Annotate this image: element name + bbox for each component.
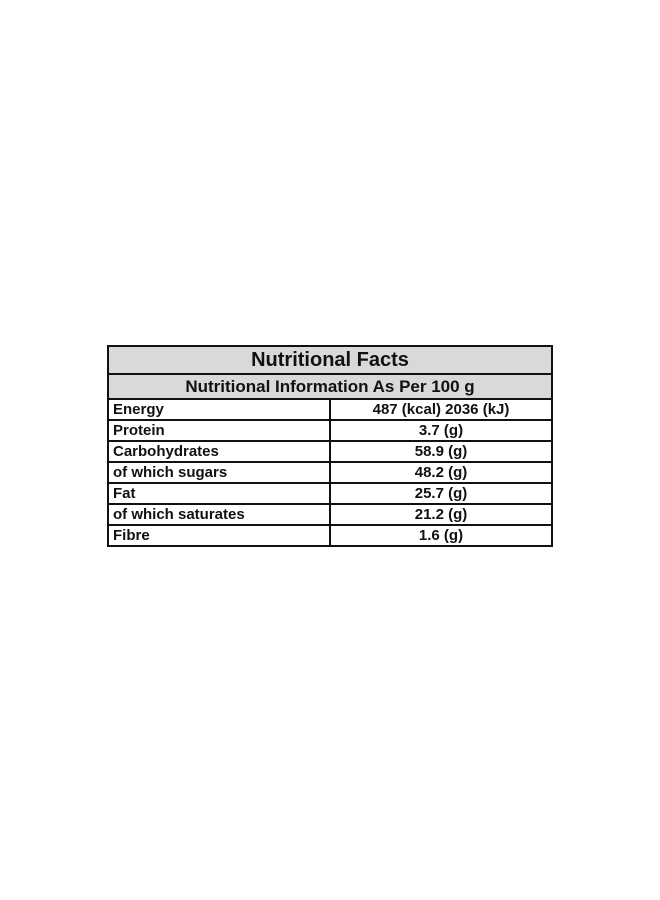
- nutrient-value: 487 (kcal) 2036 (kJ): [330, 399, 552, 420]
- nutrient-name: Fibre: [108, 525, 330, 546]
- table-row: [108, 420, 552, 441]
- nutrient-value: 1.6 (g): [330, 525, 552, 546]
- table-row: [108, 483, 552, 504]
- nutrient-name: Energy: [108, 399, 330, 420]
- table-row: [108, 441, 552, 462]
- nutrient-name: Protein: [108, 420, 330, 441]
- nutrient-name: Carbohydrates: [108, 441, 330, 462]
- subtitle-row: [108, 374, 552, 399]
- table-title: Nutritional Facts: [108, 346, 552, 374]
- nutrient-value: 48.2 (g): [330, 462, 552, 483]
- nutrient-value: 21.2 (g): [330, 504, 552, 525]
- nutrient-name: of which sugars: [108, 462, 330, 483]
- table-row: [108, 525, 552, 546]
- table-subtitle: Nutritional Information As Per 100 g: [108, 374, 552, 399]
- nutrient-name: Fat: [108, 483, 330, 504]
- nutrition-facts-table: [107, 345, 553, 547]
- title-row: [108, 346, 552, 374]
- nutrient-value: 25.7 (g): [330, 483, 552, 504]
- nutrient-value: 3.7 (g): [330, 420, 552, 441]
- nutrient-name: of which saturates: [108, 504, 330, 525]
- nutrient-value: 58.9 (g): [330, 441, 552, 462]
- table-row: [108, 504, 552, 525]
- table-row: [108, 462, 552, 483]
- table-row: [108, 399, 552, 420]
